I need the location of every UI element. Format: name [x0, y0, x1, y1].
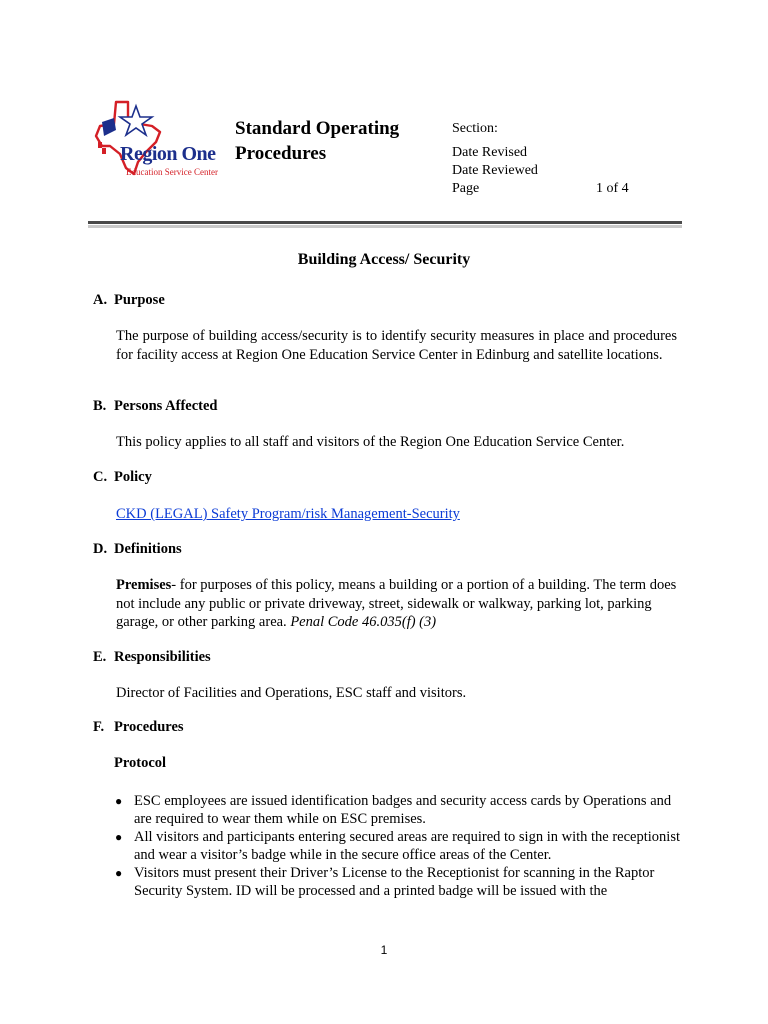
sop-title-line1: Standard Operating	[235, 118, 400, 139]
page-number: 1	[380, 943, 388, 957]
persons-affected-text: This policy applies to all staff and visitors of the Region One Education Service Center.	[116, 434, 625, 450]
section-d-heading	[93, 541, 182, 558]
section-a-heading	[93, 292, 165, 309]
section-c-letter: C.	[93, 469, 108, 485]
section-e-heading	[93, 649, 211, 666]
bullet-text: Visitors must present their Driver’s License to the Receptionist for scanning in the Raptor Security System. ID will be processed and a printed badge will be issued with the	[134, 865, 655, 899]
policy-link[interactable]: CKD (LEGAL) Safety Program/risk Management-Security	[116, 506, 460, 522]
section-f-title: Procedures	[114, 719, 184, 735]
policy-link-row	[116, 505, 677, 524]
page-label: Page	[452, 181, 480, 196]
bullet-icon: ●	[115, 794, 123, 808]
section-b-letter: B.	[93, 398, 107, 414]
premises-definition: - for purposes of this policy, means a building or a portion of a building. The term does not include any public or private driveway, street, sidewalk or walkway, parking lot, parking garage, or other parking area.	[116, 577, 677, 630]
bullet-icon: ●	[115, 830, 123, 844]
section-f-letter: F.	[93, 719, 105, 735]
list-item	[112, 864, 682, 900]
section-c-heading	[93, 469, 152, 486]
bullet-text: All visitors and participants entering secured areas are required to sign in with the receptionist and wear a visitor’s badge while in the secure office areas of the Center.	[134, 829, 680, 863]
sop-title	[235, 116, 399, 166]
logo-name: Region One	[120, 143, 216, 165]
bullet-icon: ●	[115, 866, 123, 880]
section-f-heading	[93, 719, 184, 736]
penal-code-citation: Penal Code 46.035(f) (3)	[290, 614, 437, 630]
purpose-text: The purpose of building access/security is to identify security measures in place and procedures for facility access at Region One Education Service Center in Edinburg and satellite locations.	[116, 328, 677, 363]
section-b-title: Persons Affected	[114, 398, 218, 414]
page-count: 1 of 4	[596, 181, 629, 196]
list-item	[112, 828, 682, 864]
section-d-letter: D.	[93, 541, 108, 557]
section-a-letter: A.	[93, 292, 108, 308]
section-label: Section:	[452, 121, 498, 136]
definitions-text	[116, 576, 677, 632]
region-one-logo	[94, 96, 220, 180]
header-divider-shadow	[88, 225, 682, 228]
page-row	[452, 180, 629, 198]
section-d-title: Definitions	[114, 541, 182, 557]
list-item	[112, 792, 682, 828]
section-e-title: Responsibilities	[114, 649, 211, 665]
section-e-letter: E.	[93, 649, 107, 665]
responsibilities-text: Director of Facilities and Operations, ESC staff and visitors.	[116, 685, 467, 701]
logo-subtitle: Education Service Center	[126, 167, 218, 177]
section-b-heading	[93, 398, 217, 415]
header-divider	[88, 221, 682, 224]
date-reviewed-label: Date Reviewed	[452, 163, 538, 178]
section-c-title: Policy	[114, 469, 152, 485]
protocol-subheading: Protocol	[114, 755, 167, 771]
date-revised-label: Date Revised	[452, 145, 528, 160]
bullet-text: ESC employees are issued identification badges and security access cards by Operations and are required to wear them while on ESC premises.	[134, 793, 672, 827]
procedures-list	[112, 792, 682, 900]
document-meta	[452, 120, 629, 198]
section-a-title: Purpose	[114, 292, 165, 308]
premises-term: Premises	[116, 577, 172, 593]
document-title: Building Access/ Security	[297, 251, 471, 268]
sop-title-line2: Procedures	[235, 143, 327, 164]
